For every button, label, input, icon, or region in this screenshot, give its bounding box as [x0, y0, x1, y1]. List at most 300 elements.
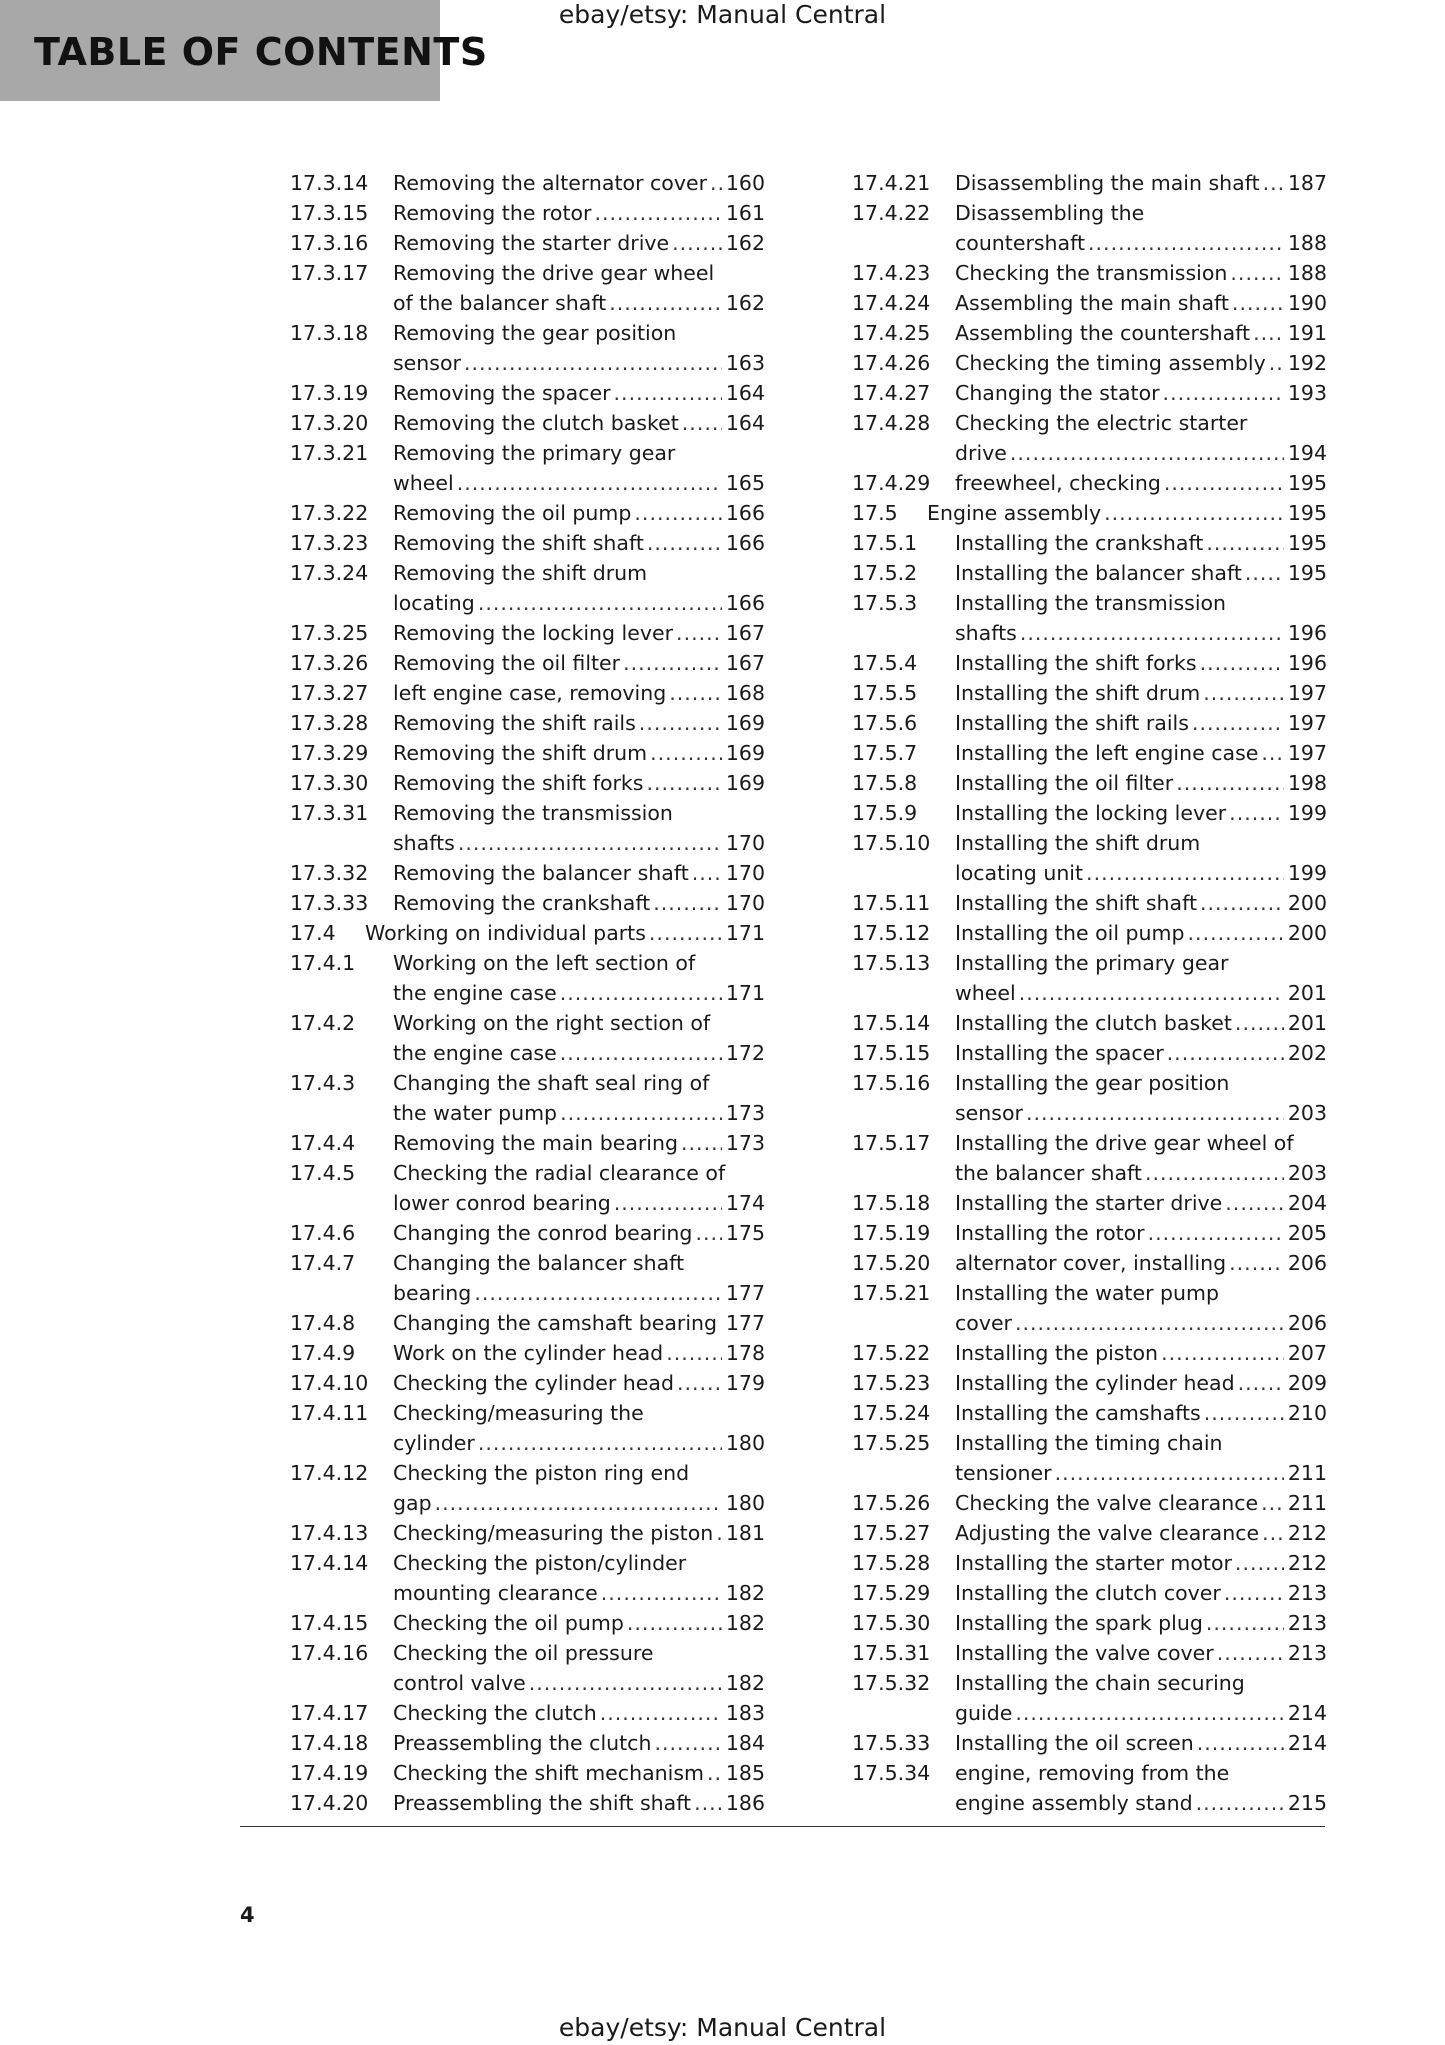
dot-leader — [647, 528, 722, 558]
toc-entry-page: 182 — [725, 1671, 765, 1695]
dot-leader — [1253, 318, 1284, 348]
toc-entry-title: shafts — [393, 831, 455, 855]
toc-entry-title: Installing the oil screen — [955, 1731, 1194, 1755]
toc-entry[interactable] — [852, 888, 1327, 918]
toc-entry-number: 17.5.28 — [852, 1551, 931, 1575]
toc-entry-page: 171 — [725, 921, 765, 945]
toc-entry[interactable] — [852, 1128, 1327, 1188]
toc-entry-page: 195 — [1287, 561, 1327, 585]
dot-leader — [1163, 378, 1284, 408]
toc-entry-title: Installing the shift shaft — [955, 891, 1197, 915]
dot-leader — [1188, 918, 1284, 948]
toc-entry-title: Checking the piston ring end — [393, 1461, 690, 1485]
toc-entry-number: 17.5.11 — [852, 891, 931, 915]
toc-entry-title: Removing the shift drum — [393, 741, 648, 765]
dot-leader — [560, 1098, 722, 1128]
toc-entry[interactable] — [290, 1458, 765, 1518]
toc-entry[interactable] — [290, 1518, 765, 1548]
toc-entry-page: 195 — [1287, 531, 1327, 555]
toc-entry-page: 185 — [725, 1761, 765, 1785]
toc-entry-number: 17.3.21 — [290, 441, 369, 465]
toc-entry-number: 17.5.25 — [852, 1431, 931, 1455]
toc-entry-title: Installing the rotor — [955, 1221, 1145, 1245]
toc-entry-title: Removing the main bearing — [393, 1131, 679, 1155]
toc-entry[interactable] — [290, 1608, 765, 1638]
toc-entry[interactable] — [290, 318, 765, 378]
toc-entry-number: 17.4.17 — [290, 1701, 369, 1725]
dot-leader — [1164, 468, 1284, 498]
toc-entry-page: 183 — [725, 1701, 765, 1725]
toc-entry-title: Assembling the countershaft — [955, 321, 1251, 345]
toc-entry-page: 186 — [725, 1791, 765, 1815]
toc-entry-title: Removing the drive gear wheel — [393, 261, 715, 285]
toc-entry[interactable] — [852, 528, 1327, 558]
toc-entry-number: 17.4.1 — [290, 951, 356, 975]
toc-entry[interactable] — [852, 1428, 1327, 1488]
dot-leader — [654, 1728, 722, 1758]
dot-leader — [1261, 738, 1284, 768]
toc-entry-title: Changing the conrod bearing — [393, 1221, 693, 1245]
watermark-top: ebay/etsy: Manual Central — [558, 0, 887, 29]
toc-entry[interactable] — [852, 408, 1327, 468]
toc-entry-title: tensioner — [955, 1461, 1052, 1485]
toc-entry[interactable] — [290, 1758, 765, 1788]
toc-entry-title: Removing the transmission — [393, 801, 673, 825]
toc-entry[interactable] — [290, 678, 765, 708]
toc-entry-number: 17.4.5 — [290, 1161, 356, 1185]
toc-entry-title: the water pump — [393, 1101, 558, 1125]
toc-entry-number: 17.3.22 — [290, 501, 369, 525]
toc-entry-title: the engine case — [393, 981, 557, 1005]
toc-entry[interactable] — [852, 378, 1327, 408]
page-number: 4 — [240, 1903, 255, 1927]
toc-entry-page: 166 — [725, 501, 765, 525]
toc-entry-page: 166 — [725, 591, 765, 615]
toc-entry-number: 17.3.28 — [290, 711, 369, 735]
dot-leader — [1196, 1788, 1284, 1818]
toc-entry[interactable] — [852, 1278, 1327, 1338]
toc-entry-page: 164 — [725, 381, 765, 405]
dot-leader — [682, 408, 722, 438]
toc-entry[interactable] — [290, 798, 765, 858]
toc-entry-title: Checking the oil pump — [393, 1611, 624, 1635]
toc-entry[interactable] — [290, 378, 765, 408]
toc-entry[interactable] — [852, 1488, 1327, 1518]
toc-entry[interactable] — [852, 828, 1327, 888]
toc-entry-title: Removing the clutch basket — [393, 411, 679, 435]
toc-entry-number: 17.5.29 — [852, 1581, 931, 1605]
dot-leader — [458, 828, 722, 858]
dot-leader — [560, 978, 722, 1008]
toc-entry[interactable] — [290, 618, 765, 648]
toc-entry-page: 206 — [1287, 1311, 1327, 1335]
toc-entry-page: 180 — [725, 1431, 765, 1455]
toc-entry-title: Removing the shift drum — [393, 561, 648, 585]
toc-entry-title: Installing the drive gear wheel of — [955, 1131, 1294, 1155]
toc-entry-number: 17.4.21 — [852, 171, 931, 195]
dot-leader — [720, 1308, 722, 1338]
toc-entry[interactable] — [852, 288, 1327, 318]
dot-leader — [1055, 1458, 1284, 1488]
toc-entry-title: Working on the right section of — [393, 1011, 711, 1035]
dot-leader — [1088, 228, 1284, 258]
toc-entry[interactable] — [852, 498, 1327, 528]
toc-entry-number: 17.3.27 — [290, 681, 369, 705]
dot-leader — [1020, 618, 1284, 648]
dot-leader — [614, 1188, 722, 1218]
toc-entry-page: 205 — [1287, 1221, 1327, 1245]
toc-entry-page: 211 — [1287, 1461, 1327, 1485]
toc-entry[interactable] — [852, 648, 1327, 678]
toc-entry-number: 17.5.18 — [852, 1191, 931, 1215]
toc-entry-page: 206 — [1287, 1251, 1327, 1275]
toc-entry-page: 173 — [725, 1101, 765, 1125]
watermark-bottom: ebay/etsy: Manual Central — [558, 2013, 887, 2042]
toc-entry-title: Removing the balancer shaft — [393, 861, 689, 885]
toc-entry-title: Installing the left engine case — [955, 741, 1259, 765]
dot-leader — [1192, 708, 1284, 738]
toc-entry-page: 172 — [725, 1041, 765, 1065]
dot-leader — [474, 1278, 722, 1308]
toc-entry-number: 17.4.4 — [290, 1131, 356, 1155]
toc-entry[interactable] — [852, 558, 1327, 588]
toc-entry-page: 212 — [1287, 1521, 1327, 1545]
toc-entry[interactable] — [852, 258, 1327, 288]
toc-entry-number: 17.3.24 — [290, 561, 369, 585]
toc-entry-title: locating unit — [955, 861, 1084, 885]
toc-entry[interactable] — [852, 708, 1327, 738]
toc-entry[interactable] — [852, 948, 1327, 1008]
toc-entry-title: Checking the timing assembly — [955, 351, 1266, 375]
toc-entry-page: 203 — [1287, 1161, 1327, 1185]
toc-entry[interactable] — [852, 168, 1327, 198]
toc-entry-title: Disassembling the — [955, 201, 1145, 225]
dot-leader — [614, 378, 722, 408]
toc-entry-number: 17.4.13 — [290, 1521, 369, 1545]
toc-entry-title: drive — [955, 441, 1007, 465]
toc-entry[interactable] — [290, 1218, 765, 1248]
toc-entry-title: alternator cover, installing — [955, 1251, 1227, 1275]
toc-entry[interactable] — [852, 1218, 1327, 1248]
toc-entry-number: 17.4.2 — [290, 1011, 356, 1035]
toc-entry-title: Working on individual parts — [365, 921, 646, 945]
toc-entry[interactable] — [852, 588, 1327, 648]
toc-entry[interactable] — [290, 1368, 765, 1398]
toc-entry-number: 17.4.15 — [290, 1611, 369, 1635]
toc-entry[interactable] — [290, 1008, 765, 1068]
toc-entry-title: Removing the starter drive — [393, 231, 670, 255]
toc-entry-title: shafts — [955, 621, 1017, 645]
toc-entry-number: 17.4.7 — [290, 1251, 356, 1275]
toc-entry-number: 17.4.16 — [290, 1641, 369, 1665]
toc-entry-page: 167 — [725, 651, 765, 675]
dot-leader — [1197, 1728, 1284, 1758]
toc-entry[interactable] — [290, 1248, 765, 1308]
toc-entry[interactable] — [290, 438, 765, 498]
toc-entry[interactable] — [290, 708, 765, 738]
toc-entry[interactable] — [290, 918, 765, 948]
toc-entry[interactable] — [852, 1368, 1327, 1398]
toc-entry-number: 17.4.28 — [852, 411, 931, 435]
toc-entry[interactable] — [290, 1068, 765, 1128]
dot-leader — [1010, 438, 1284, 468]
toc-entry[interactable] — [852, 1398, 1327, 1428]
toc-entry[interactable] — [290, 1638, 765, 1698]
toc-entry-number: 17.5.13 — [852, 951, 931, 975]
toc-entry-number: 17.4.22 — [852, 201, 931, 225]
toc-entry-title: Adjusting the valve clearance — [955, 1521, 1260, 1545]
toc-entry-title: sensor — [393, 351, 461, 375]
toc-entry-page: 190 — [1287, 291, 1327, 315]
toc-entry-title: mounting clearance — [393, 1581, 598, 1605]
toc-entry[interactable] — [290, 948, 765, 1008]
toc-entry[interactable] — [852, 198, 1327, 258]
dot-leader — [681, 1128, 722, 1158]
toc-entry-page: 213 — [1287, 1611, 1327, 1635]
toc-entry[interactable] — [852, 1608, 1327, 1638]
toc-entry-number: 17.5.30 — [852, 1611, 931, 1635]
toc-entry[interactable] — [852, 1248, 1327, 1278]
toc-entry-number: 17.3.20 — [290, 411, 369, 435]
toc-entry[interactable] — [852, 1578, 1327, 1608]
toc-entry-page: 198 — [1287, 771, 1327, 795]
toc-entry[interactable] — [290, 168, 765, 198]
dot-leader — [1206, 528, 1284, 558]
toc-entry-page: 211 — [1287, 1491, 1327, 1515]
toc-entry[interactable] — [852, 1668, 1327, 1728]
toc-column-right — [852, 168, 1327, 1818]
toc-entry-title: Removing the shift forks — [393, 771, 644, 795]
toc-entry-page: 197 — [1287, 711, 1327, 735]
footer-divider — [240, 1826, 1325, 1827]
toc-entry-number: 17.4.24 — [852, 291, 931, 315]
toc-entry-page: 196 — [1287, 621, 1327, 645]
toc-entry-number: 17.3.25 — [290, 621, 369, 645]
toc-entry[interactable] — [852, 768, 1327, 798]
toc-entry[interactable] — [290, 1158, 765, 1218]
dot-leader — [1217, 1638, 1284, 1668]
toc-entry[interactable] — [290, 888, 765, 918]
toc-entry[interactable] — [290, 528, 765, 558]
toc-entry-number: 17.4.26 — [852, 351, 931, 375]
toc-entry[interactable] — [852, 1518, 1327, 1548]
toc-column-left — [290, 168, 765, 1818]
toc-entry-page: 214 — [1287, 1701, 1327, 1725]
dot-leader — [1261, 1488, 1284, 1518]
toc-entry-title: Work on the cylinder head — [393, 1341, 664, 1365]
toc-entry-number: 17.4.14 — [290, 1551, 369, 1575]
toc-entry-number: 17.5.8 — [852, 771, 918, 795]
toc-entry[interactable] — [290, 738, 765, 768]
dot-leader — [464, 348, 722, 378]
toc-entry[interactable] — [852, 1038, 1327, 1068]
toc-entry-page: 202 — [1287, 1041, 1327, 1065]
toc-entry-title: Checking the clutch — [393, 1701, 597, 1725]
toc-entry-title: Checking/measuring the piston — [393, 1521, 714, 1545]
dot-leader — [609, 288, 722, 318]
toc-entry-page: 169 — [725, 741, 765, 765]
toc-entry-number: 17.4 — [290, 921, 336, 945]
toc-entry-title: Installing the gear position — [955, 1071, 1230, 1095]
dot-leader — [1229, 798, 1284, 828]
toc-entry-page: 177 — [725, 1311, 765, 1335]
toc-entry[interactable] — [852, 1188, 1327, 1218]
toc-entry-page: 163 — [725, 351, 765, 375]
dot-leader — [1235, 1548, 1284, 1578]
toc-entry-page: 165 — [725, 471, 765, 495]
dot-leader — [1086, 858, 1284, 888]
toc-entry-page: 201 — [1287, 1011, 1327, 1035]
toc-entry[interactable] — [290, 768, 765, 798]
dot-leader — [1026, 1098, 1284, 1128]
toc-entry-title: Removing the rotor — [393, 201, 592, 225]
dot-leader — [694, 1788, 722, 1818]
toc-entry[interactable] — [290, 1728, 765, 1758]
toc-entry[interactable] — [290, 1308, 765, 1338]
dot-leader — [1176, 768, 1284, 798]
toc-entry[interactable] — [852, 1758, 1327, 1818]
dot-leader — [1200, 648, 1284, 678]
toc-entry-page: 209 — [1287, 1371, 1327, 1395]
toc-entry-number: 17.5.7 — [852, 741, 918, 765]
toc-entry-page: 199 — [1287, 861, 1327, 885]
toc-entry[interactable] — [290, 258, 765, 318]
toc-entry-title: Installing the cylinder head — [955, 1371, 1235, 1395]
dot-leader — [600, 1698, 722, 1728]
toc-entry-number: 17.5 — [852, 501, 898, 525]
toc-entry-page: 181 — [725, 1521, 765, 1545]
toc-entry-page: 201 — [1287, 981, 1327, 1005]
toc-entry-page: 199 — [1287, 801, 1327, 825]
toc-entry-title: Changing the shaft seal ring of — [393, 1071, 710, 1095]
dot-leader — [1203, 678, 1284, 708]
toc-entry-title: Installing the camshafts — [955, 1401, 1201, 1425]
toc-entry-page: 203 — [1287, 1101, 1327, 1125]
dot-leader — [710, 168, 722, 198]
toc-entry-title: Installing the primary gear — [955, 951, 1229, 975]
toc-entry-title: Removing the gear position — [393, 321, 677, 345]
toc-entry-title: bearing — [393, 1281, 472, 1305]
toc-entry[interactable] — [852, 798, 1327, 828]
toc-entry-number: 17.5.27 — [852, 1521, 931, 1545]
toc-entry[interactable] — [290, 1398, 765, 1458]
toc-entry-title: Installing the piston — [955, 1341, 1159, 1365]
toc-entry-page: 212 — [1287, 1551, 1327, 1575]
toc-entry-number: 17.5.2 — [852, 561, 918, 585]
toc-entry-title: countershaft — [955, 231, 1086, 255]
toc-entry[interactable] — [290, 498, 765, 528]
toc-entry[interactable] — [290, 198, 765, 228]
toc-entry-page: 215 — [1287, 1791, 1327, 1815]
toc-entry[interactable] — [852, 738, 1327, 768]
toc-entry-number: 17.3.33 — [290, 891, 369, 915]
toc-entry-number: 17.3.18 — [290, 321, 369, 345]
toc-entry-page: 195 — [1287, 471, 1327, 495]
toc-entry[interactable] — [852, 318, 1327, 348]
toc-entry-title: lower conrod bearing — [393, 1191, 611, 1215]
dot-leader — [672, 228, 722, 258]
toc-entry[interactable] — [852, 1008, 1327, 1038]
toc-entry-title: Changing the balancer shaft — [393, 1251, 685, 1275]
toc-entry-page: 193 — [1287, 381, 1327, 405]
toc-entry[interactable] — [290, 1788, 765, 1818]
toc-entry-title: Installing the oil pump — [955, 921, 1185, 945]
toc-entry[interactable] — [852, 348, 1327, 378]
toc-entry-number: 17.3.30 — [290, 771, 369, 795]
toc-entry-number: 17.3.31 — [290, 801, 369, 825]
toc-entry[interactable] — [290, 408, 765, 438]
toc-entry-number: 17.4.25 — [852, 321, 931, 345]
toc-entry-title: sensor — [955, 1101, 1023, 1125]
toc-entry-title: Working on the left section of — [393, 951, 696, 975]
toc-entry-title: Installing the clutch cover — [955, 1581, 1221, 1605]
toc-entry-number: 17.4.20 — [290, 1791, 369, 1815]
toc-entry-number: 17.3.16 — [290, 231, 369, 255]
toc-entry-number: 17.4.11 — [290, 1401, 369, 1425]
toc-entry[interactable] — [290, 1338, 765, 1368]
toc-entry-number: 17.5.12 — [852, 921, 931, 945]
dot-leader — [529, 1668, 722, 1698]
toc-entry[interactable] — [290, 648, 765, 678]
toc-entry-page: 197 — [1287, 681, 1327, 705]
toc-entry[interactable] — [852, 1638, 1327, 1668]
toc-entry[interactable] — [852, 468, 1327, 498]
toc-entry-title: Installing the shift drum — [955, 831, 1201, 855]
toc-entry-page: 197 — [1287, 741, 1327, 765]
toc-entry[interactable] — [852, 918, 1327, 948]
toc-entry-title: Checking the radial clearance of — [393, 1161, 726, 1185]
toc-entry-page: 178 — [725, 1341, 765, 1365]
dot-leader — [1263, 168, 1284, 198]
dot-leader — [1161, 1338, 1284, 1368]
dot-leader — [1206, 1608, 1284, 1638]
toc-entry[interactable] — [290, 1128, 765, 1158]
dot-leader — [707, 1758, 722, 1788]
toc-entry-title: Checking the shift mechanism — [393, 1761, 704, 1785]
toc-entry[interactable] — [290, 858, 765, 888]
toc-entry-title: Preassembling the clutch — [393, 1731, 652, 1755]
toc-entry[interactable] — [852, 1728, 1327, 1758]
dot-leader — [677, 1368, 722, 1398]
dot-leader — [1167, 1038, 1284, 1068]
toc-entry-number: 17.5.19 — [852, 1221, 931, 1245]
toc-entry-title: Installing the starter motor — [955, 1551, 1232, 1575]
toc-entry-title: Assembling the main shaft — [955, 291, 1229, 315]
toc-entry[interactable] — [852, 678, 1327, 708]
toc-entry-number: 17.5.4 — [852, 651, 918, 675]
toc-entry-page: 174 — [725, 1191, 765, 1215]
page-title: TABLE OF CONTENTS — [34, 30, 488, 74]
toc-entry[interactable] — [852, 1338, 1327, 1368]
toc-entry[interactable] — [290, 1548, 765, 1608]
toc-entry[interactable] — [852, 1548, 1327, 1578]
toc-entry-title: Removing the shift rails — [393, 711, 636, 735]
dot-leader — [1262, 1518, 1284, 1548]
toc-entry[interactable] — [290, 1698, 765, 1728]
dot-leader — [1148, 1218, 1284, 1248]
toc-entry-title: Installing the balancer shaft — [955, 561, 1242, 585]
toc-entry[interactable] — [852, 1068, 1327, 1128]
toc-entry[interactable] — [290, 558, 765, 618]
toc-entry-number: 17.5.9 — [852, 801, 918, 825]
toc-entry-title: Checking the oil pressure — [393, 1641, 654, 1665]
toc-entry-title: the balancer shaft — [955, 1161, 1142, 1185]
dot-leader — [650, 738, 722, 768]
toc-entry-number: 17.5.34 — [852, 1761, 931, 1785]
toc-entry-number: 17.5.14 — [852, 1011, 931, 1035]
toc-entry[interactable] — [290, 228, 765, 258]
toc-entry-number: 17.5.5 — [852, 681, 918, 705]
